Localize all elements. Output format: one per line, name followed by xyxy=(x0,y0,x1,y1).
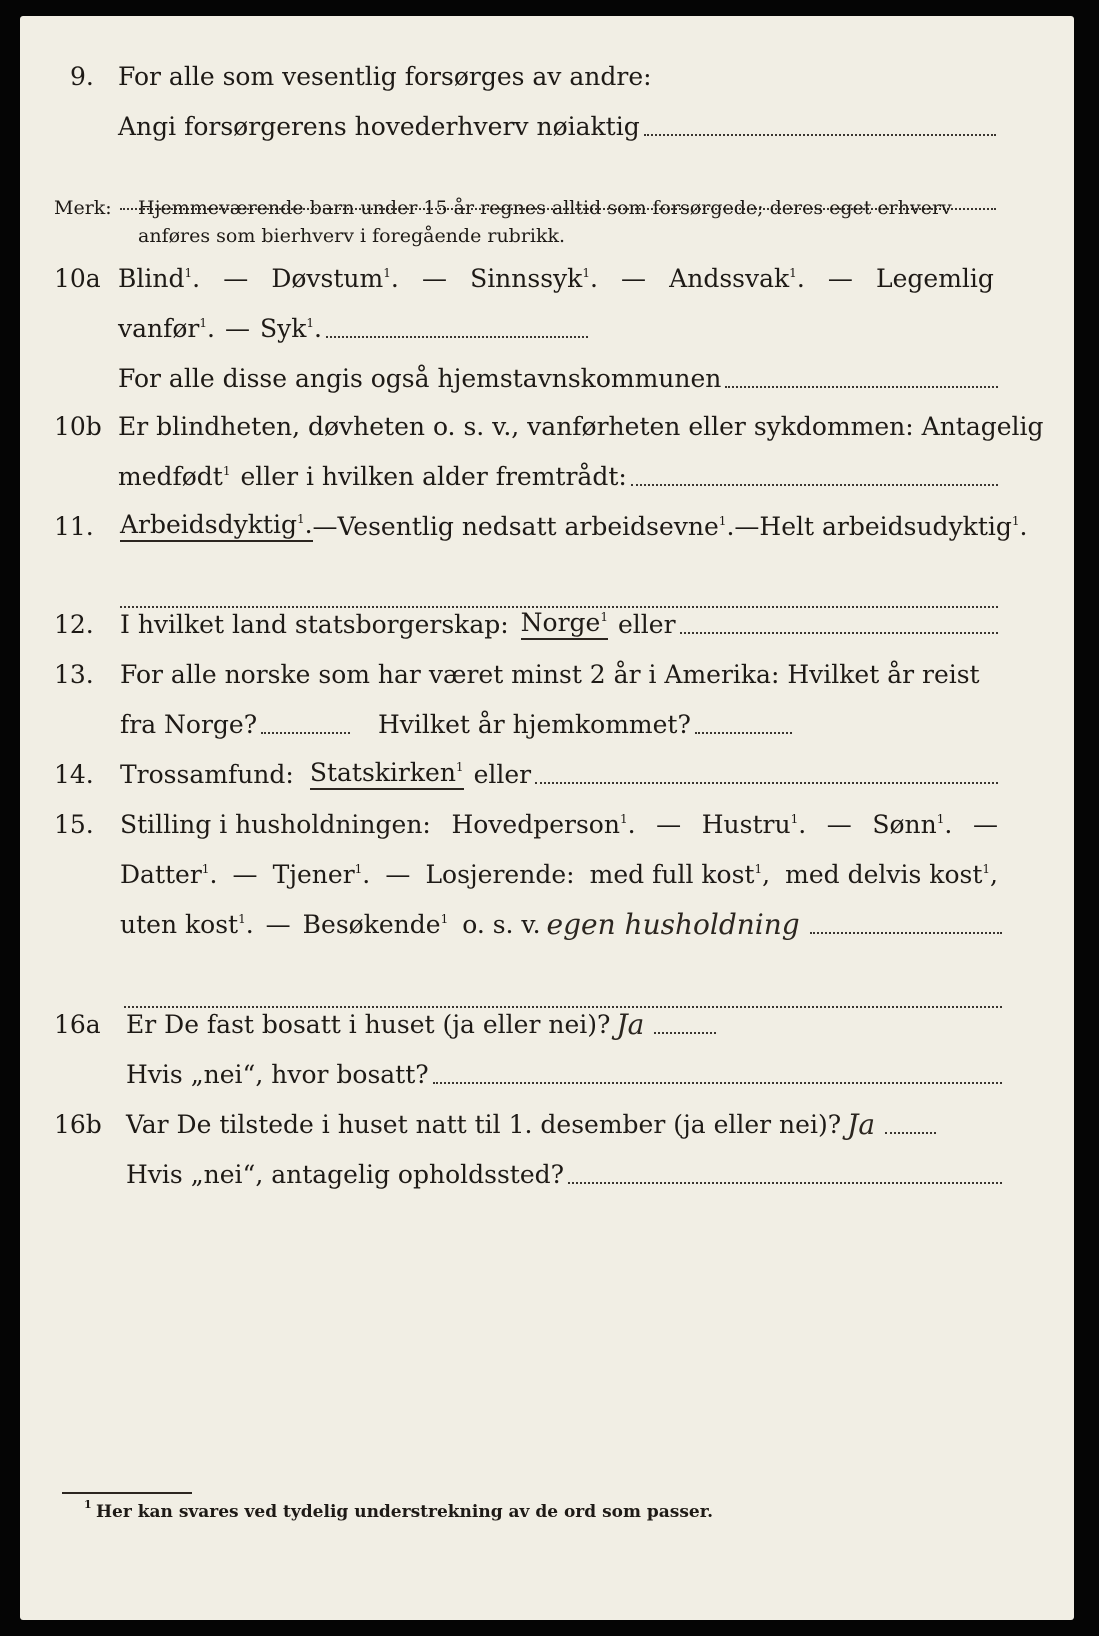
option-vanfor[interactable]: vanfør$^1$. xyxy=(118,314,215,343)
option-tjener[interactable]: Tjener$^1$. xyxy=(272,860,371,889)
option-besokende[interactable]: Besøkende$^1$ xyxy=(302,910,449,939)
question-number: 11. xyxy=(54,512,94,541)
question-text: Angi forsørgerens hovederhverv nøiaktig xyxy=(118,112,640,141)
question-text: Er blindheten, døvheten o. s. v., vanførheten eller sykdommen: Antagelig xyxy=(118,412,1044,441)
option-sonn[interactable]: Sønn$^1$. xyxy=(872,810,953,839)
option-andssvak[interactable]: Andssvak$^1$. xyxy=(669,264,805,293)
question-text: For alle disse angis også hjemstavnskommunen xyxy=(118,364,722,393)
answer-line[interactable] xyxy=(124,1006,1002,1008)
option-uten-kost[interactable]: uten kost$^1$. xyxy=(120,910,254,939)
answer-line[interactable] xyxy=(535,782,998,784)
separator: — xyxy=(421,264,447,293)
footnote-marker: 1 xyxy=(84,1498,92,1511)
question-text: Trossamfund: xyxy=(120,760,294,789)
separator: — xyxy=(232,860,258,889)
note-text: Hjemmeværende barn under 15 år regnes alltid som forsørgede; deres eget erhverv xyxy=(138,197,952,219)
separator: — xyxy=(734,512,760,541)
answer-line[interactable] xyxy=(885,1132,936,1134)
answer-line[interactable] xyxy=(631,484,998,486)
answer-line[interactable] xyxy=(326,336,588,338)
question-text: Hvis „nei“, hvor bosatt? xyxy=(126,1060,429,1089)
option-sinnssyk[interactable]: Sinnssyk$^1$. xyxy=(470,264,598,293)
separator: — xyxy=(312,512,338,541)
question-number: 16b xyxy=(54,1110,102,1139)
question-number: 12. xyxy=(54,610,94,639)
option-medfodt[interactable]: medfødt$^1$ xyxy=(118,462,231,491)
census-form-page xyxy=(20,16,1074,1620)
question-text: For alle norske som har været minst 2 år i Amerika: Hvilket år reist xyxy=(120,660,980,689)
option-eller: eller xyxy=(617,610,676,639)
handwritten-answer: Ja xyxy=(847,1108,876,1141)
question-text: Stilling i husholdningen: xyxy=(120,810,431,839)
answer-line[interactable] xyxy=(433,1082,1002,1084)
option-arbeidsudyktig[interactable]: Helt arbeidsudyktig$^1$. xyxy=(759,512,1028,541)
option-delvis-kost[interactable]: med delvis kost$^1$, xyxy=(785,860,998,889)
separator: — xyxy=(972,810,998,839)
footnote-text: Her kan svares ved tydelig understrekning av de ord som passer. xyxy=(96,1502,714,1522)
question-number: 10b xyxy=(54,412,102,441)
answer-line[interactable] xyxy=(261,732,350,734)
option-full-kost[interactable]: med full kost$^1$, xyxy=(589,860,771,889)
answer-line[interactable] xyxy=(568,1182,1002,1184)
note-label: Merk: xyxy=(54,197,112,219)
separator: — xyxy=(827,264,853,293)
question-number: 9. xyxy=(70,62,94,91)
option-hovedperson[interactable]: Hovedperson$^1$. xyxy=(451,810,636,839)
question-number: 14. xyxy=(54,760,94,789)
question-text: o. s. v. xyxy=(462,910,541,939)
separator: — xyxy=(656,810,682,839)
separator: — xyxy=(223,264,249,293)
option-statskirken-selected[interactable]: Statskirken$^1$ xyxy=(310,758,464,790)
option-blind[interactable]: Blind$^1$. xyxy=(118,264,201,293)
answer-line[interactable] xyxy=(680,632,998,634)
question-number: 15. xyxy=(54,810,94,839)
option-eller: eller xyxy=(473,760,532,789)
option-datter[interactable]: Datter$^1$. xyxy=(120,860,218,889)
question-text: Hvilket år hjemkommet? xyxy=(378,710,691,739)
question-number: 16a xyxy=(54,1010,101,1039)
answer-line[interactable] xyxy=(695,732,792,734)
separator: — xyxy=(224,314,250,343)
handwritten-answer: egen husholdning xyxy=(546,908,800,941)
handwritten-answer: Ja xyxy=(616,1008,645,1041)
option-arbeidsdyktig-selected[interactable]: Arbeidsdyktig$^1$. xyxy=(120,510,313,542)
question-text: Er De fast bosatt i huset (ja eller nei)? xyxy=(126,1010,611,1039)
question-text: Hvis „nei“, antagelig opholdssted? xyxy=(126,1160,565,1189)
question-text: fra Norge? xyxy=(120,710,258,739)
option-dovstum[interactable]: Døvstum$^1$. xyxy=(271,264,399,293)
answer-line[interactable] xyxy=(725,386,998,388)
option-hustru[interactable]: Hustru$^1$. xyxy=(701,810,807,839)
footnote xyxy=(84,1498,714,1522)
note-text: anføres som bierhverv i foregående rubrikk. xyxy=(138,225,566,247)
option-syk[interactable]: Syk$^1$. xyxy=(259,314,322,343)
answer-line[interactable] xyxy=(644,134,996,136)
answer-line[interactable] xyxy=(654,1032,716,1034)
footnote-divider xyxy=(62,1492,192,1494)
answer-line[interactable] xyxy=(810,932,1002,934)
separator: — xyxy=(826,810,852,839)
question-text: Var De tilstede i huset natt til 1. desember (ja eller nei)? xyxy=(126,1110,842,1139)
separator: — xyxy=(385,860,411,889)
question-number: 10a xyxy=(54,264,101,293)
separator: — xyxy=(621,264,647,293)
option-norge-selected[interactable]: Norge$^1$ xyxy=(521,608,608,640)
separator: — xyxy=(265,910,291,939)
question-text: Losjerende: xyxy=(425,860,575,889)
question-number: 13. xyxy=(54,660,94,689)
option-nedsatt-arbeidsevne[interactable]: Vesentlig nedsatt arbeidsevne$^1$. xyxy=(337,512,735,541)
question-text: eller i hvilken alder fremtrådt: xyxy=(240,462,627,491)
question-text: I hvilket land statsborgerskap: xyxy=(120,610,509,639)
option-legemlig[interactable]: Legemlig xyxy=(876,264,994,293)
question-text: For alle som vesentlig forsørges av andre: xyxy=(118,62,652,91)
